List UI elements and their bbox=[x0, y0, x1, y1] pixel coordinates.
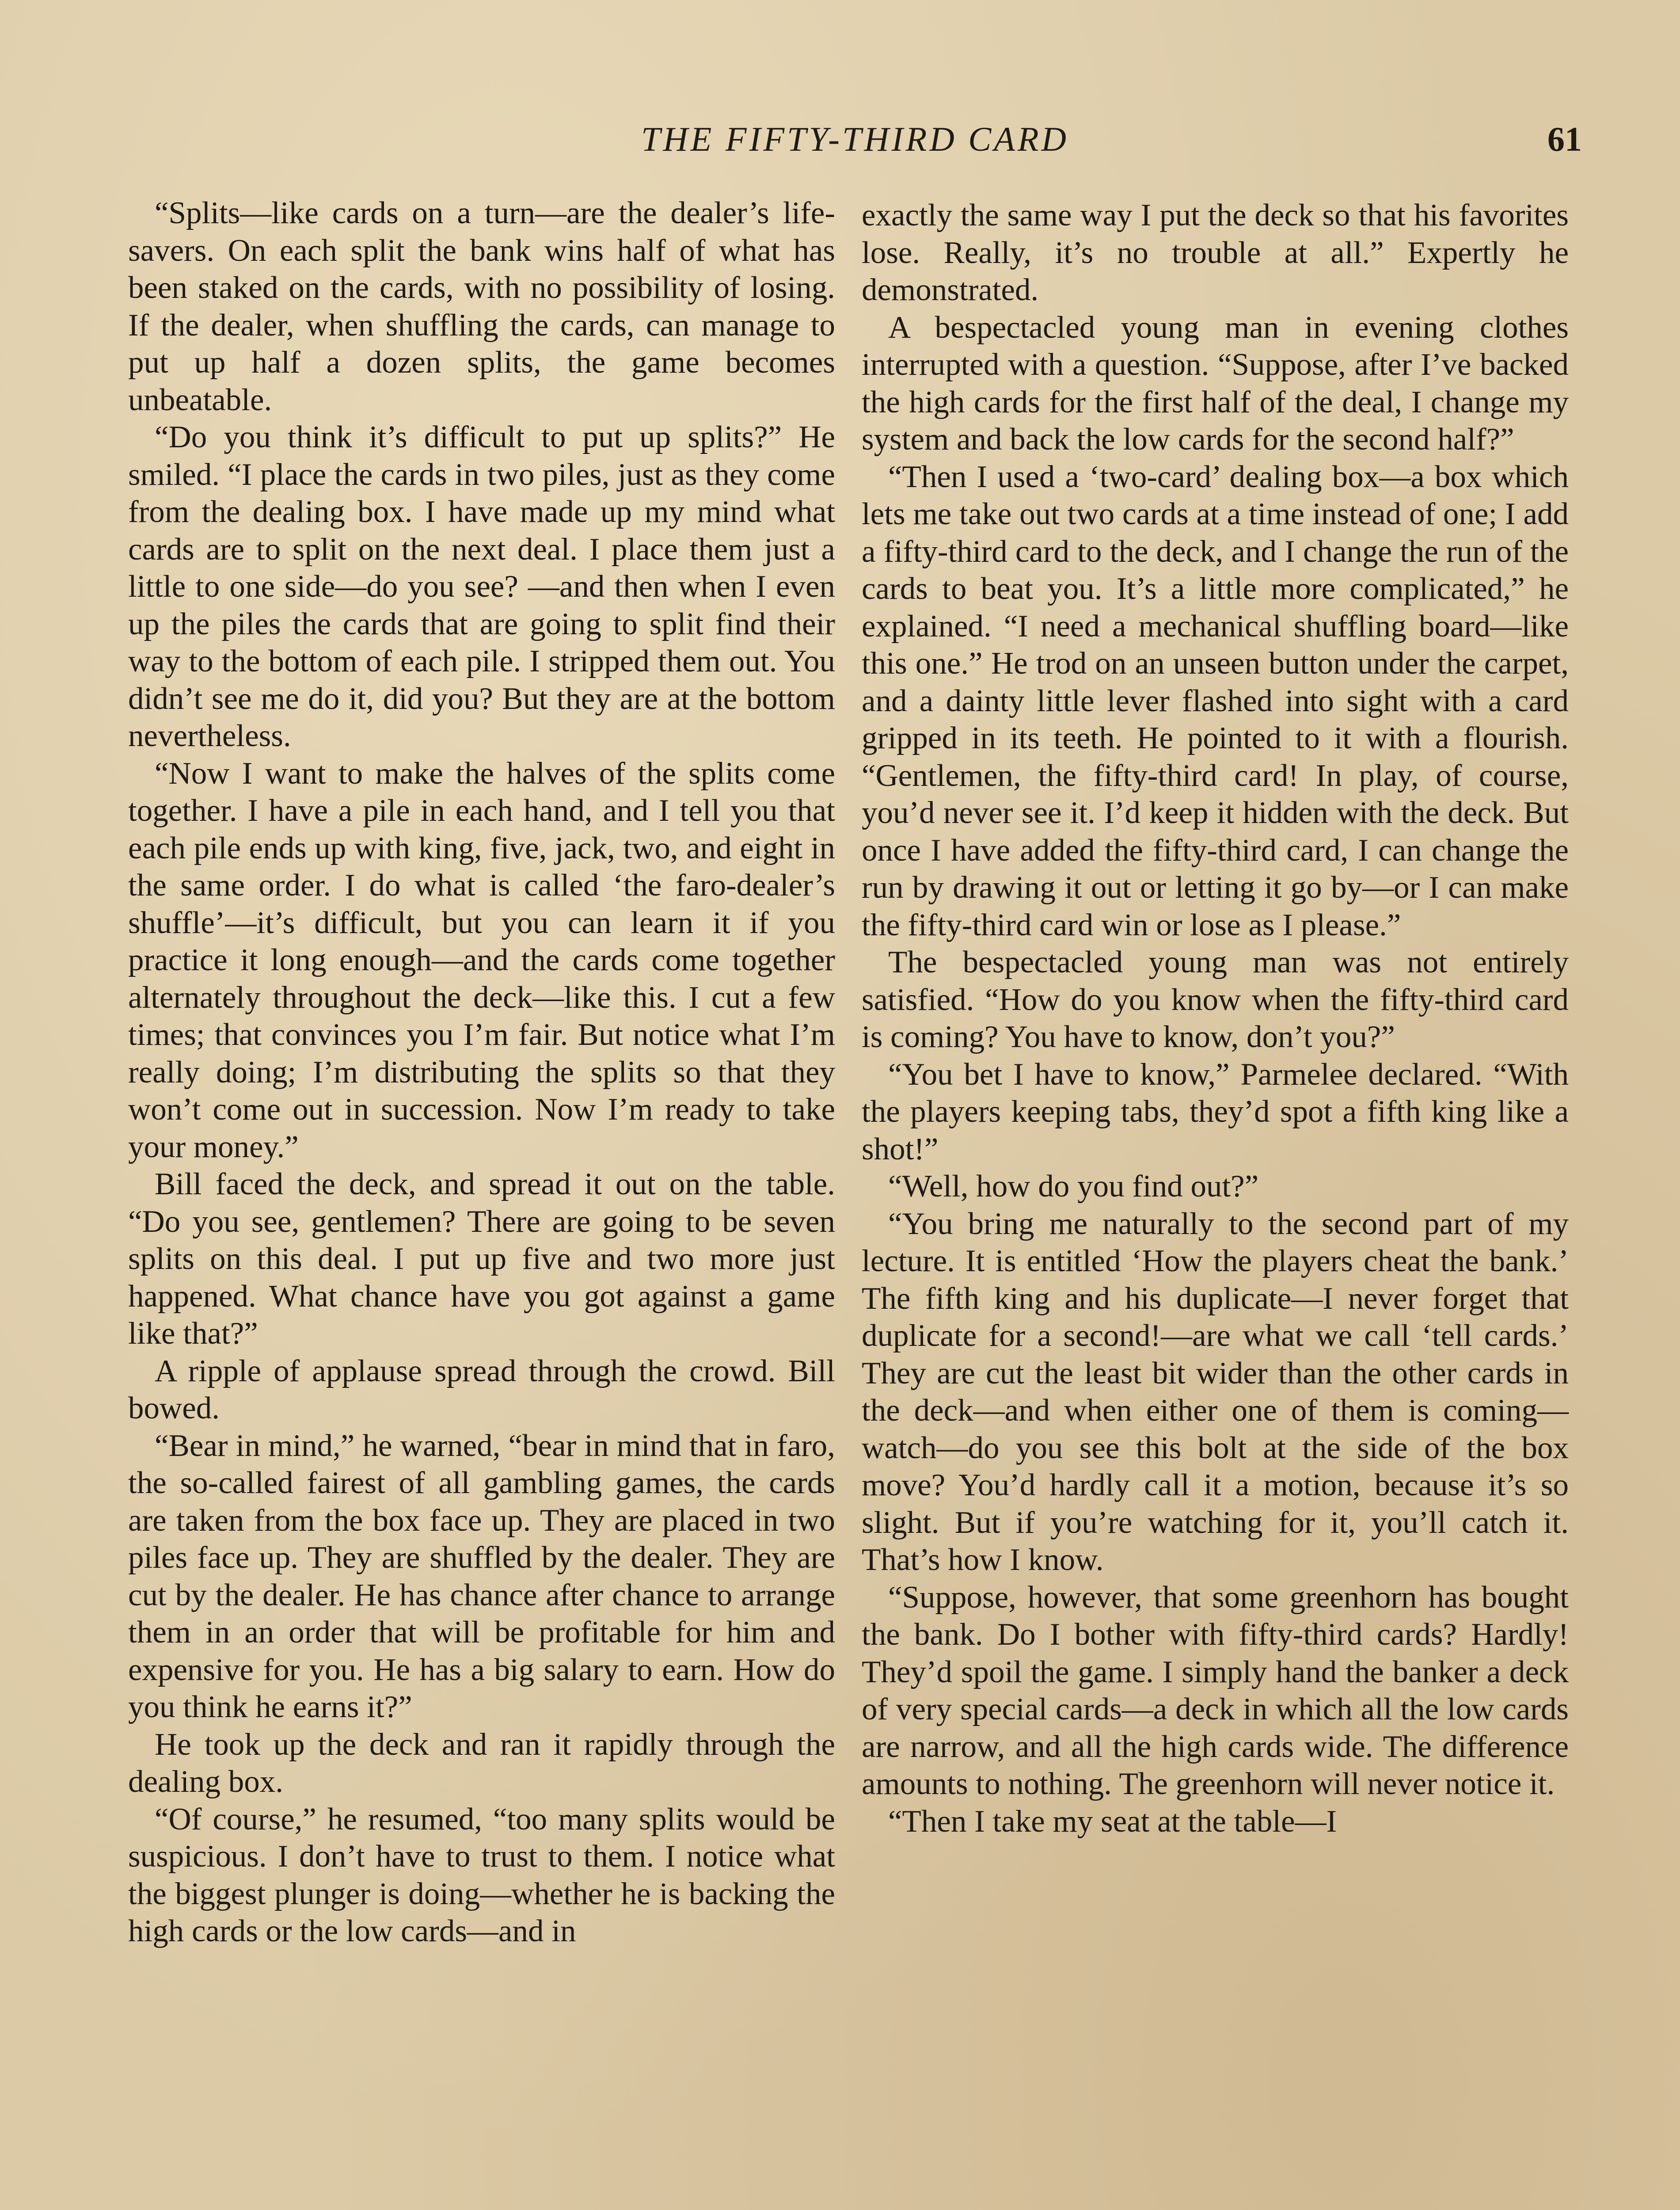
paragraph: A ripple of applause spread through the crowd. Bill bowed. bbox=[128, 1353, 835, 1425]
paragraph: A bespectacled young man in evening clothes interrupted with a question. “Suppose, after I’ve backed the high cards for the first half of the deal, I change my system and back the low cards for the second half?” bbox=[862, 310, 1569, 457]
left-column bbox=[128, 194, 835, 1950]
paragraph: The bespectacled young man was not entirely satisfied. “How do you know when the fifty-third card is coming? You have to know, don’t you?” bbox=[862, 945, 1569, 1054]
paragraph: “Do you think it’s difficult to put up splits?” He smiled. “I place the cards in two piles, just as they come from the dealing box. I have made up my mind what cards are to split on the next deal. I place them just a little to one side—do you see? —and then when I even up the piles the cards that are going to split find their way to the bottom of each pile. I stripped them out. You didn’t see me do it, did you? But they are at the bottom nevertheless. bbox=[128, 420, 835, 753]
paragraph: “You bet I have to know,” Parmelee declared. “With the players keeping tabs, they’d spot a fifth king like a shot!” bbox=[862, 1057, 1569, 1166]
continued-paragraph: exactly the same way I put the deck so that his favorites lose. Really, it’s no trouble at all.” Expertly he demonstrated. bbox=[862, 198, 1569, 307]
running-head: THE FIFTY-THIRD CARD bbox=[641, 120, 1069, 158]
page-number: 61 bbox=[1547, 120, 1582, 158]
right-column bbox=[862, 197, 1569, 1840]
paragraph: He took up the deck and ran it rapidly through the dealing box. bbox=[128, 1727, 835, 1799]
paragraph: “You bring me naturally to the second part of my lecture. It is entitled ‘How the players cheat the bank.’ The fifth king and his duplicate—I never forget that duplicate for a second!—are what we call ‘tell cards.’ They are cut the least bit wider than the other cards in the deck—and when either one of them is coming—watch—do you see this bolt at the side of the box move? You’d hardly call it a motion, because it’s so slight. But if you’re watching for it, you’ll catch it. That’s how I know. bbox=[862, 1206, 1569, 1577]
paragraph: “Well, how do you find out?” bbox=[888, 1169, 1259, 1204]
page-header bbox=[128, 119, 1582, 168]
paragraph: “Now I want to make the halves of the splits come together. I have a pile in each hand, and I tell you that each pile ends up with king, five, jack, two, and eight in the same order. I do what is called ‘the faro-dealer’s shuffle’—it’s difficult, but you can learn it if you practice it long enough—and the cards come together alternately throughout the deck—like this. I cut a few times; that convinces you I’m fair. But notice what I’m really doing; I’m distributing the splits so that they won’t come out in succession. Now I’m ready to take your money.” bbox=[128, 756, 835, 1164]
paragraph: Bill faced the deck, and spread it out on the table. “Do you see, gentlemen? There are going to be seven splits on this deal. I put up five and two more just happened. What chance have you got against a game like that?” bbox=[128, 1167, 835, 1351]
paragraph: “Suppose, however, that some greenhorn has bought the bank. Do I bother with fifty-third cards? Hardly! They’d spoil the game. I simply hand the banker a deck of very special cards—a deck in which all the low cards are narrow, and all the high cards wide. The difference amounts to nothing. The greenhorn will never notice it. bbox=[862, 1580, 1569, 1801]
paragraph: “Bear in mind,” he warned, “bear in mind that in faro, the so-called fairest of all gambling games, the cards are taken from the box face up. They are placed in two piles face up. They are shuffled by the dealer. They are cut by the dealer. He has chance after chance to arrange them in an order that will be profitable for him and expensive for you. He has a big salary to earn. How do you think he earns it?” bbox=[128, 1428, 835, 1724]
paragraph: “Of course,” he resumed, “too many splits would be suspicious. I don’t have to trust to them. I notice what the biggest plunger is doing—whether he is backing the high cards or the low cards—and in bbox=[128, 1802, 835, 1948]
paragraph: “Then I take my seat at the table—I bbox=[888, 1804, 1337, 1839]
paragraph: “Splits—like cards on a turn—are the dealer’s life-savers. On each split the bank wins half of what has been staked on the cards, with no possibility of losing. If the dealer, when shuffling the cards, can manage to put up half a dozen splits, the game becomes unbeatable. bbox=[128, 196, 835, 417]
paragraph: “Then I used a ‘two-card’ dealing box—a box which lets me take out two cards at a time instead of one; I add a fifty-third card to the deck, and I change the run of the cards to beat you. It’s a little more complicated,” he explained. “I need a mechanical shuffling board—like this one.” He trod on an unseen button under the carpet, and a dainty little lever flashed into sight with a card gripped in its teeth. He pointed to it with a flourish. “Gentlemen, the fifty-third card! In play, of course, you’d never see it. I’d keep it hidden with the deck. But once I have added the fifty-third card, I can change the run by drawing it out or letting it go by—or I can make the fifty-third card win or lose as I please.” bbox=[862, 459, 1569, 942]
